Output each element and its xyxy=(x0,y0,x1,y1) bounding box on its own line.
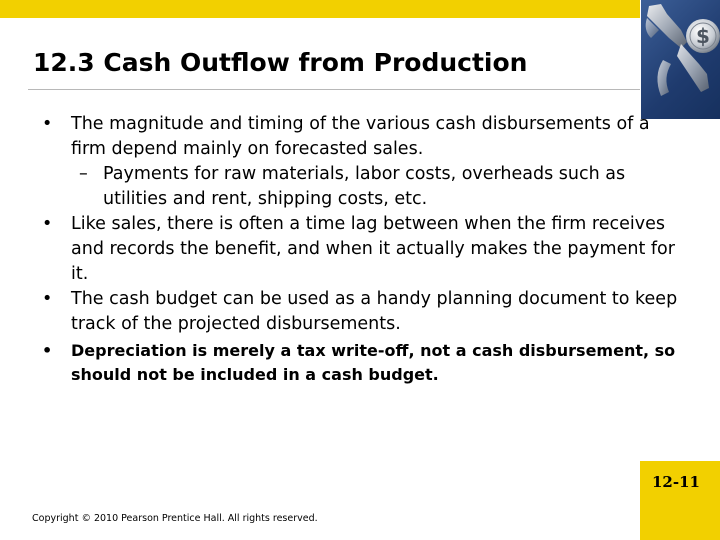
title-divider xyxy=(28,89,640,90)
bullet-item xyxy=(40,112,680,162)
bullet-text: The magnitude and timing of the various cash disbursements of a firm depend mainly on forecasted sales. xyxy=(71,114,650,159)
bullet-item-emphasized xyxy=(40,339,680,387)
bullet-marker: • xyxy=(42,114,53,134)
bullet-text: The cash budget can be used as a handy planning document to keep track of the projected disbursements. xyxy=(71,289,678,334)
bullet-list xyxy=(40,112,680,387)
page-number: 12-11 xyxy=(652,473,700,491)
sub-bullet-item xyxy=(40,162,680,212)
copyright-notice: Copyright © 2010 Pearson Prentice Hall. All rights reserved. xyxy=(32,513,318,524)
svg-text:$: $ xyxy=(696,24,710,48)
bullet-text: Depreciation is merely a tax write-off, not a cash disbursement, so should not be included in a cash budget. xyxy=(71,341,676,384)
top-accent-bar xyxy=(0,0,640,18)
wrench-dollar-logo-icon xyxy=(641,0,720,119)
bullet-item xyxy=(40,287,680,337)
bullet-item xyxy=(40,212,680,287)
sub-bullet-marker: – xyxy=(79,164,88,184)
bullet-marker: • xyxy=(42,289,53,309)
bullet-text: Like sales, there is often a time lag between when the firm receives and records the benefit, and when it actually makes the payment for it. xyxy=(71,214,675,284)
bullet-marker: • xyxy=(42,341,53,360)
sub-bullet-text: Payments for raw materials, labor costs, overheads such as utilities and rent, shipping costs, etc. xyxy=(103,164,626,209)
bullet-marker: • xyxy=(42,214,53,234)
slide-title: 12.3 Cash Outflow from Production xyxy=(33,48,528,77)
